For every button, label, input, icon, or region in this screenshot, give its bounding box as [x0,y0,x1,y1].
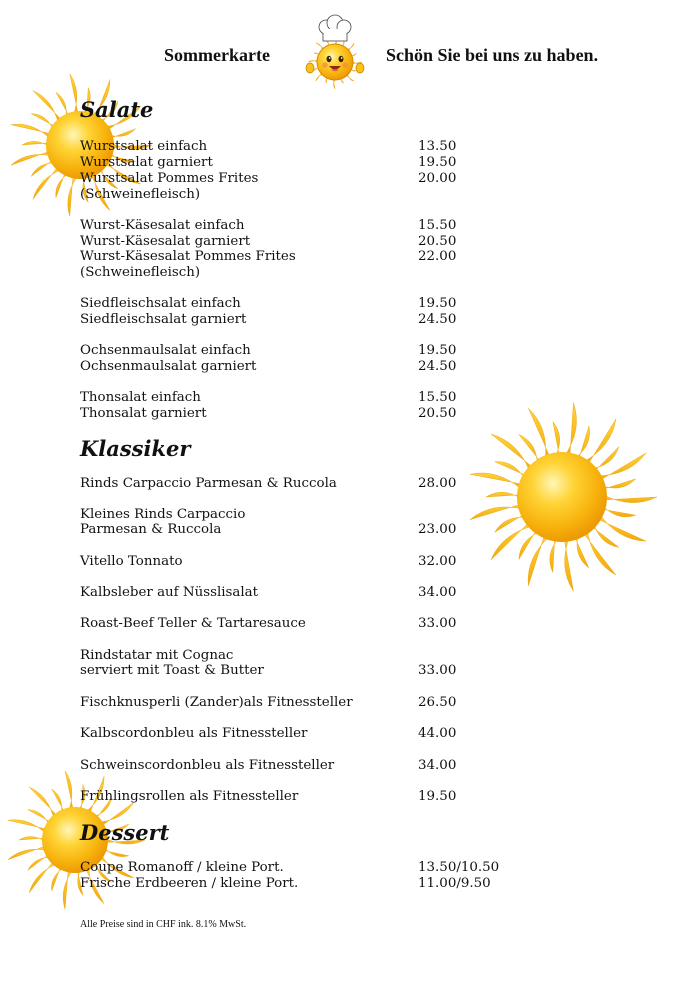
menu-item-price: 22.00 [418,249,457,264]
menu-item: Thonsalat garniert [80,406,207,421]
menu-item: Siedfleischsalat garniert [80,312,247,327]
menu-item-note: (Schweinefleisch) [80,265,201,280]
menu-item: Wurstsalat garniert [80,155,213,170]
menu-item-price: 32.00 [418,554,457,569]
menu-item-price: 19.50 [418,343,457,358]
menu-item: Siedfleischsalat einfach [80,296,241,311]
menu-item-line2: serviert mit Toast & Butter [80,663,264,678]
menu-item-price: 19.50 [418,155,457,170]
menu-item: Roast-Beef Teller & Tartaresauce [80,616,306,631]
menu-item: Ochsenmaulsalat einfach [80,343,251,358]
menu-item: Wurst-Käsesalat garniert [80,234,251,249]
menu-item: Thonsalat einfach [80,390,201,405]
menu-item-price: 19.50 [418,296,457,311]
menu-item: Vitello Tonnato [80,554,183,569]
menu-item: Kalbsleber auf Nüsslisalat [80,585,259,600]
menu-item: Kalbscordonbleu als Fitnessteller [80,726,308,741]
menu-item-price: 23.00 [418,522,457,537]
menu-title: Sommerkarte [164,45,270,65]
menu-item: Ochsenmaulsalat garniert [80,359,257,374]
menu-item-price: 19.50 [418,789,457,804]
menu-item-price: 15.50 [418,218,457,233]
menu-item: Frische Erdbeeren / kleine Port. [80,876,299,891]
menu-item: Frühlingsrollen als Fitnessteller [80,789,299,804]
menu-item-price: 13.50 [418,139,457,154]
menu-item-price: 11.00/9.50 [418,876,491,891]
menu-item: Wurst-Käsesalat einfach [80,218,245,233]
menu-item-price: 33.00 [418,616,457,631]
menu-item: Wurstsalat einfach [80,139,208,154]
menu-item-price: 26.50 [418,695,457,710]
section-title-klassiker: Klassiker [80,436,191,461]
welcome-message: Schön Sie bei uns zu haben. [386,45,599,65]
menu-item-price: 24.50 [418,312,457,327]
menu-item: Fischknusperli (Zander)als Fitnessteller [80,695,353,710]
menu-item-note: (Schweinefleisch) [80,187,201,202]
section-title-dessert: Dessert [80,820,170,845]
price-footnote: Alle Preise sind in CHF ink. 8.1% MwSt. [80,919,247,930]
section-title-salate: Salate [80,97,154,122]
menu-item-price: 20.50 [418,234,457,249]
menu-item-price: 44.00 [418,726,457,741]
menu-item: Wurstsalat Pommes Frites [80,171,259,186]
menu-item: Rindstatar mit Cognac [80,648,234,663]
sun-decoration-right-icon [462,402,662,592]
menu-item-price: 20.50 [418,406,457,421]
menu-item: Coupe Romanoff / kleine Port. [80,860,284,875]
menu-item-line2: Parmesan & Ruccola [80,522,222,537]
menu-item-price: 24.50 [418,359,457,374]
menu-item-price: 13.50/10.50 [418,860,500,875]
menu-item-price: 15.50 [418,390,457,405]
chef-sun-mascot-icon [296,12,374,90]
menu-item-price: 34.00 [418,758,457,773]
menu-item: Kleines Rinds Carpaccio [80,507,246,522]
menu-item: Wurst-Käsesalat Pommes Frites [80,249,296,264]
menu-item: Schweinscordonbleu als Fitnessteller [80,758,335,773]
menu-item-price: 20.00 [418,171,457,186]
menu-item-price: 33.00 [418,663,457,678]
menu-item-price: 28.00 [418,476,457,491]
menu-item: Rinds Carpaccio Parmesan & Ruccola [80,476,337,491]
menu-item-price: 34.00 [418,585,457,600]
